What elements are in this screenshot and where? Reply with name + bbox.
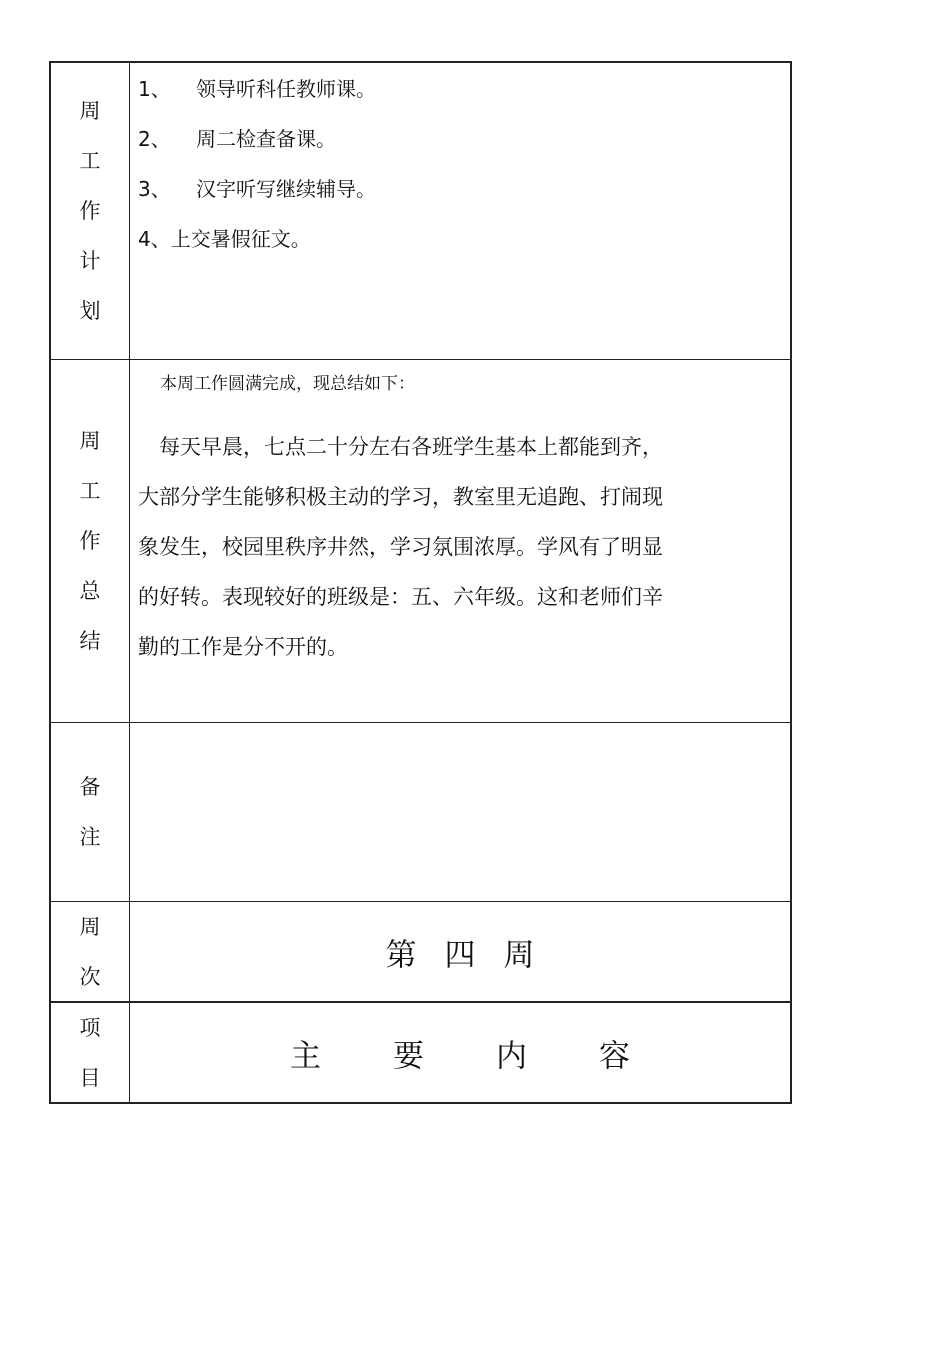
summary-line: 大部分学生能够积极主动的学习，教室里无追跑、打闹现	[138, 485, 663, 509]
summary-label-char: 工	[79, 479, 101, 503]
week-title-char: 周	[503, 937, 535, 973]
plan-item-text: 汉字听写继续辅导。	[196, 177, 376, 201]
week-label-char: 次	[79, 964, 101, 989]
topic-title-char: 内	[496, 1038, 527, 1074]
plan-item	[138, 75, 376, 125]
notes-label-char: 备	[79, 775, 101, 799]
week-title-char: 第	[385, 937, 417, 973]
topic-label-cell	[51, 1003, 130, 1102]
week-label-cell	[51, 902, 130, 1001]
plan-label-cell	[51, 63, 130, 359]
topic-label-char: 项	[79, 1015, 101, 1040]
plan-item	[138, 175, 376, 225]
summary-intro: 本周工作圆满完成，现总结如下：	[160, 374, 415, 394]
summary-body	[138, 422, 718, 672]
topic-title	[130, 1030, 790, 1075]
topic-content-cell	[130, 1003, 790, 1102]
summary-label-char: 周	[79, 429, 101, 453]
week-row	[49, 902, 792, 1003]
plan-label-char: 作	[79, 199, 101, 223]
plan-label-char: 计	[79, 249, 101, 273]
summary-label-char: 总	[79, 579, 101, 603]
plan-item-number: 4、	[138, 227, 171, 251]
summary-label-char: 作	[79, 529, 101, 553]
week-content-cell	[130, 902, 790, 1001]
summary-line: 的好转。表现较好的班级是：五、六年级。这和老师们辛	[138, 585, 663, 609]
weekly-plan-table	[49, 61, 792, 1104]
plan-label-char: 工	[79, 149, 101, 173]
notes-label-cell	[51, 723, 130, 901]
topic-title-char: 要	[393, 1038, 424, 1074]
plan-item	[138, 125, 376, 175]
plan-item-number: 3、	[138, 177, 171, 201]
notes-label-char: 注	[79, 825, 101, 849]
topic-label-char: 目	[79, 1065, 101, 1090]
summary-line: 每天早晨，七点二十分左右各班学生基本上都能到齐，	[138, 435, 663, 459]
summary-label-char: 结	[79, 629, 101, 653]
week-label-char: 周	[79, 914, 101, 939]
topic-title-char: 主	[290, 1038, 321, 1074]
notes-row	[49, 723, 792, 902]
topic-row	[49, 1003, 792, 1104]
plan-label-char: 周	[79, 99, 101, 123]
plan-item-text: 领导听科任教师课。	[196, 77, 376, 101]
summary-line: 象发生，校园里秩序井然，学习氛围浓厚。学风有了明显	[138, 535, 663, 559]
summary-line: 勤的工作是分不开的。	[138, 635, 348, 659]
plan-item-number: 2、	[138, 127, 171, 151]
plan-item	[138, 225, 376, 275]
plan-content-cell	[130, 63, 790, 359]
plan-row	[49, 61, 792, 360]
plan-list	[138, 75, 376, 275]
topic-title-char: 容	[599, 1038, 630, 1074]
notes-content-cell	[130, 723, 790, 901]
plan-item-number: 1、	[138, 77, 171, 101]
plan-item-text: 上交暑假征文。	[170, 227, 311, 251]
week-title-char: 四	[444, 937, 476, 973]
plan-item-text: 周二检查备课。	[196, 127, 336, 151]
summary-content-cell	[130, 360, 790, 722]
summary-label-cell	[51, 360, 130, 722]
summary-row	[49, 360, 792, 723]
plan-label-char: 划	[79, 299, 101, 323]
week-title	[130, 929, 790, 974]
